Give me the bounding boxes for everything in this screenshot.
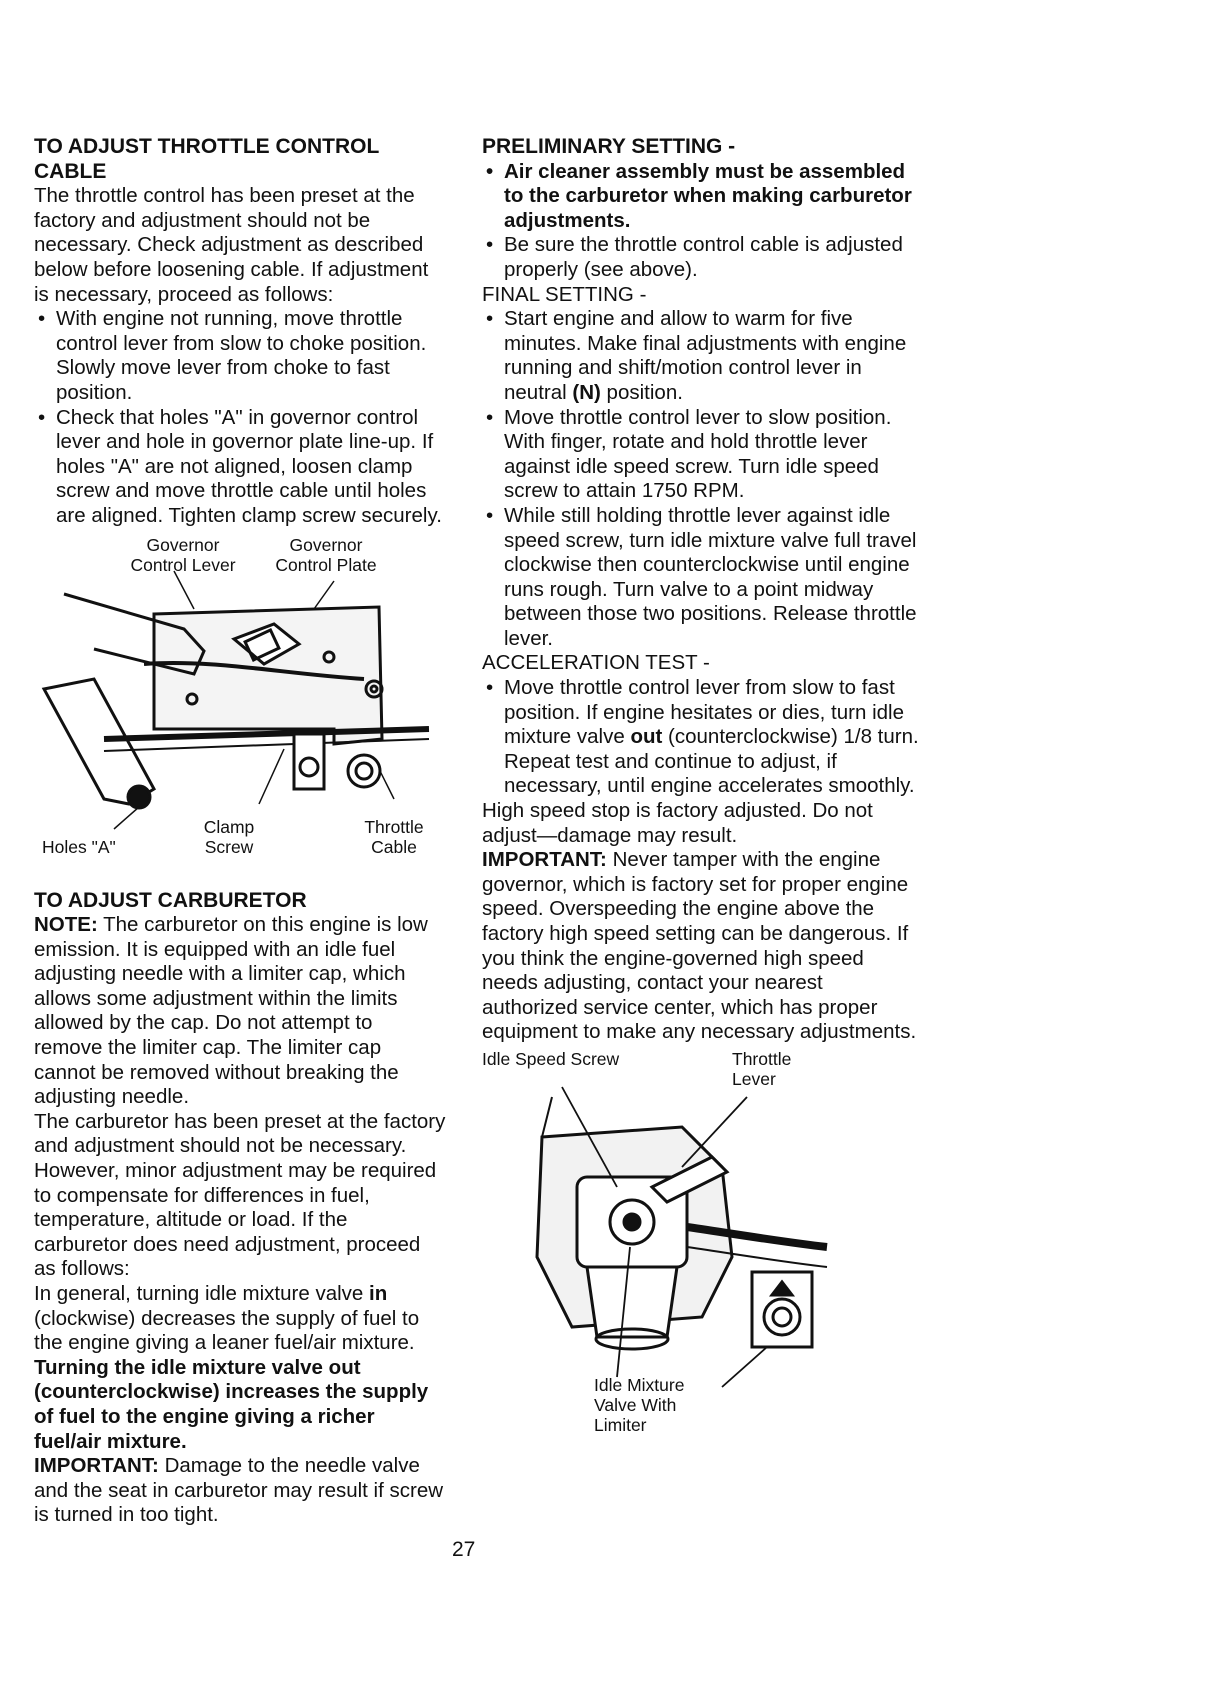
general-text-3: Turning the idle mixture valve [34, 1355, 329, 1379]
high-speed-note: High speed stop is factory adjusted. Do not adjust—damage may result. [482, 799, 873, 847]
note-label: NOTE: [34, 913, 98, 937]
acceleration-text-a: Move throttle control lever from slow to fast position. If engine hesitates or dies, turn idle mixture valve [504, 676, 904, 749]
important-text-1: Damage to the needle valve and the seat in carburetor may result if screw is turned in too tight. [34, 1454, 444, 1527]
general-text-4: (counterclockwise) increases the supply of fuel to the engine giving a richer fuel/air mixture. [34, 1380, 429, 1453]
acceleration-steps [482, 676, 922, 799]
acceleration-text-b: (counterclockwise) 1/8 turn. Repeat test and continue to adjust, if necessary, until engine accelerates smoothly. [504, 725, 919, 798]
final-step-1-text: Start engine and allow to warm for five minutes. Make final adjustments with engine running and shift/motion control lever in neutral [504, 307, 907, 404]
general-text-1: In general, turning idle mixture valve [34, 1282, 370, 1305]
general-out: out [328, 1355, 361, 1379]
final-heading: FINAL SETTING - [482, 282, 647, 306]
label-idle-speed-screw: Idle Speed Screw [482, 1048, 620, 1069]
label-throttle-cable: Throttle Cable [364, 816, 424, 857]
throttle-intro: The throttle control has been preset at the factory and adjustment should not be necessary. Check adjustment as described below before loosening cable. If adjustment is necessary, proceed as follows: [34, 184, 429, 306]
important-text-2: Never tamper with the engine governor, which is factory set for proper engine speed. Overspeeding the engine above the factory high speed setting can be dangerous. If you think the engine-governed high speed needs adjusting, contact your nearest authorized service center, which has proper equipment to make any necessary adjustments. [482, 848, 917, 1044]
acceleration-step-1 [482, 676, 922, 799]
final-step-3: • While still holding throttle lever against idle speed screw, turn idle mixture valve full travel clockwise then counterclockwise until engine runs rough. Turn valve to a point midway between those two positions. Release throttle lever. [482, 504, 922, 652]
throttle-step-2: • Check that holes "A" in governor control lever and hole in governor plate line-up. If holes "A" are not aligned, loosen clamp screw and move throttle cable until holes are aligned. Tighten clamp screw securely. [34, 406, 446, 529]
final-step-1-end: position. [600, 380, 683, 404]
general-text-2: (clockwise) decreases the supply of fuel to the engine giving a leaner fuel/air mixture. [34, 1306, 420, 1355]
governor-figure [34, 534, 446, 881]
label-governor-control-plate: Governor Control Plate [275, 534, 377, 575]
final-step-2: • Move throttle control lever to slow position. With finger, rotate and hold throttle lever against idle speed screw. Turn idle speed screw to attain 1750 RPM. [482, 406, 922, 504]
final-steps [482, 307, 922, 651]
carburetor-preset: The carburetor has been preset at the factory and adjustment should not be necessary. However, minor adjustment may be required to compensate for differences in fuel, temperature, altitude or load. If the carburetor does need adjustment, proceed as follows: [34, 1109, 446, 1281]
throttle-heading: TO ADJUST THROTTLE CONTROL CABLE [34, 135, 379, 183]
page-number: 27 [452, 1538, 476, 1561]
note-text: The carburetor on this engine is low emission. It is equipped with an idle fuel adjusting needle with a limiter cap, which allows some adjustment within the limits allowed by the cap. Do not attempt to remove the limiter cap. The limiter cap cannot be removed without breaking the adjusting needle. [34, 913, 428, 1109]
acceleration-out: out [630, 725, 663, 749]
governor-important [482, 848, 922, 1045]
important-label-1: IMPORTANT: [34, 1454, 159, 1478]
label-holes-a: Holes "A" [42, 836, 116, 857]
label-throttle-lever: Throttle Lever [732, 1048, 792, 1089]
carburetor-important [34, 1454, 446, 1528]
label-idle-mixture-valve: Idle Mixture Valve With Limiter [594, 1374, 685, 1435]
label-clamp-screw: Clamp Screw [203, 816, 255, 857]
right-column [482, 135, 922, 1437]
preliminary-steps [482, 160, 922, 283]
label-governor-control-lever: Governor Control Lever [130, 534, 236, 575]
preliminary-step-2: • Be sure the throttle control cable is adjusted properly (see above). [482, 233, 922, 282]
carburetor-note [34, 913, 446, 1110]
general-bold-part [34, 1356, 428, 1453]
throttle-steps [34, 307, 446, 528]
important-label-2: IMPORTANT: [482, 848, 607, 872]
preliminary-step-1: • Air cleaner assembly must be assembled to the carburetor when making carburetor adjustments. [482, 160, 922, 234]
general-in: in [369, 1282, 388, 1305]
carburetor-general [34, 1282, 446, 1454]
carburetor-figure [482, 1048, 882, 1437]
left-column [34, 135, 446, 1528]
final-step-1-neutral: (N) [572, 380, 601, 404]
final-step-1 [482, 307, 922, 405]
preliminary-heading: PRELIMINARY SETTING - [482, 135, 736, 158]
acceleration-heading: ACCELERATION TEST - [482, 651, 710, 675]
throttle-step-1: • With engine not running, move throttle control lever from slow to choke position. Slowly move lever from choke to fast position. [34, 307, 446, 405]
carburetor-heading: TO ADJUST CARBURETOR [34, 888, 307, 912]
